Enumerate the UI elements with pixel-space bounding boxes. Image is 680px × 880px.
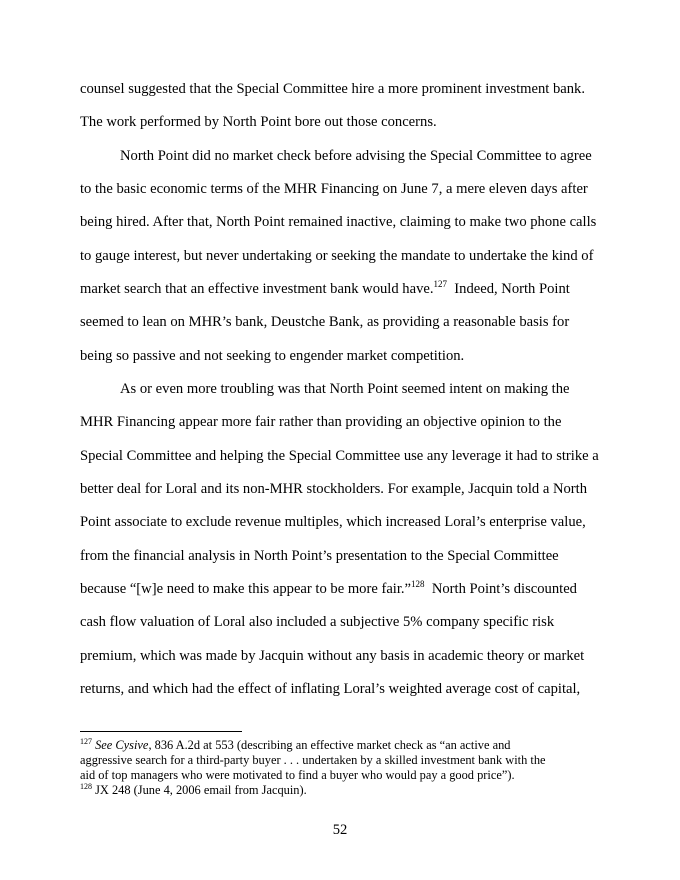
body-line: seemed to lean on MHR’s bank, Deustche Bank, as providing a reasonable basis for — [80, 314, 570, 330]
body-line — [80, 580, 577, 598]
body-line: premium, which was made by Jacquin without any basis in academic theory or market — [80, 648, 585, 664]
footnote-separator — [80, 731, 242, 732]
body-line: better deal for Loral and its non-MHR stockholders. For example, Jacquin told a North — [80, 481, 588, 497]
body-text: North Point’s discounted — [424, 581, 577, 597]
body-line: from the financial analysis in North Point’s presentation to the Special Committee — [80, 548, 559, 564]
body-text: because “[w]e need to make this appear to be more fair.” — [80, 581, 412, 597]
page-number: 52 — [332, 822, 348, 838]
body-line: MHR Financing appear more fair rather than providing an objective opinion to the — [80, 414, 562, 430]
body-line: to gauge interest, but never undertaking or seeking the mandate to undertake the kind of — [80, 248, 594, 264]
case-citation: See Cysive — [95, 738, 149, 752]
body-line: The work performed by North Point bore out those concerns. — [80, 114, 437, 130]
body-text: Indeed, North Point — [447, 281, 570, 297]
footnote-128 — [80, 783, 307, 798]
footnote-line: aid of top managers who were motivated to find a buyer who would pay a good price”). — [80, 768, 515, 782]
body-line: being so passive and not seeking to engender market competition. — [80, 348, 465, 364]
body-line — [80, 280, 570, 298]
footnote-number: 128 — [80, 782, 92, 791]
body-line: cash flow valuation of Loral also included a subjective 5% company specific risk — [80, 614, 555, 630]
footnote-line: aggressive search for a third-party buyer . . . undertaken by a skilled investment bank with the — [80, 753, 546, 767]
body-line: counsel suggested that the Special Committee hire a more prominent investment bank. — [80, 81, 585, 97]
body-line: North Point did no market check before advising the Special Committee to agree — [120, 148, 592, 164]
footnote-text: , 836 A.2d at 553 (describing an effective market check as “an active and — [148, 738, 511, 752]
body-text: market search that an effective investment bank would have. — [80, 281, 434, 297]
body-line: As or even more troubling was that North Point seemed intent on making the — [120, 381, 570, 397]
footnote-ref[interactable]: 127 — [433, 279, 447, 289]
footnote-number: 127 — [80, 737, 92, 746]
footnote-text: JX 248 (June 4, 2006 email from Jacquin). — [92, 783, 307, 797]
body-line: Point associate to exclude revenue multiples, which increased Loral’s enterprise value, — [80, 514, 586, 530]
body-line: Special Committee and helping the Special Committee use any leverage it had to strike a — [80, 448, 599, 464]
body-line: to the basic economic terms of the MHR Financing on June 7, a mere eleven days after — [80, 181, 588, 197]
footnote-127 — [80, 738, 511, 753]
body-line: being hired. After that, North Point remained inactive, claiming to make two phone calls — [80, 214, 597, 230]
footnote-ref[interactable]: 128 — [411, 579, 425, 589]
body-line: returns, and which had the effect of inflating Loral’s weighted average cost of capital, — [80, 681, 581, 697]
